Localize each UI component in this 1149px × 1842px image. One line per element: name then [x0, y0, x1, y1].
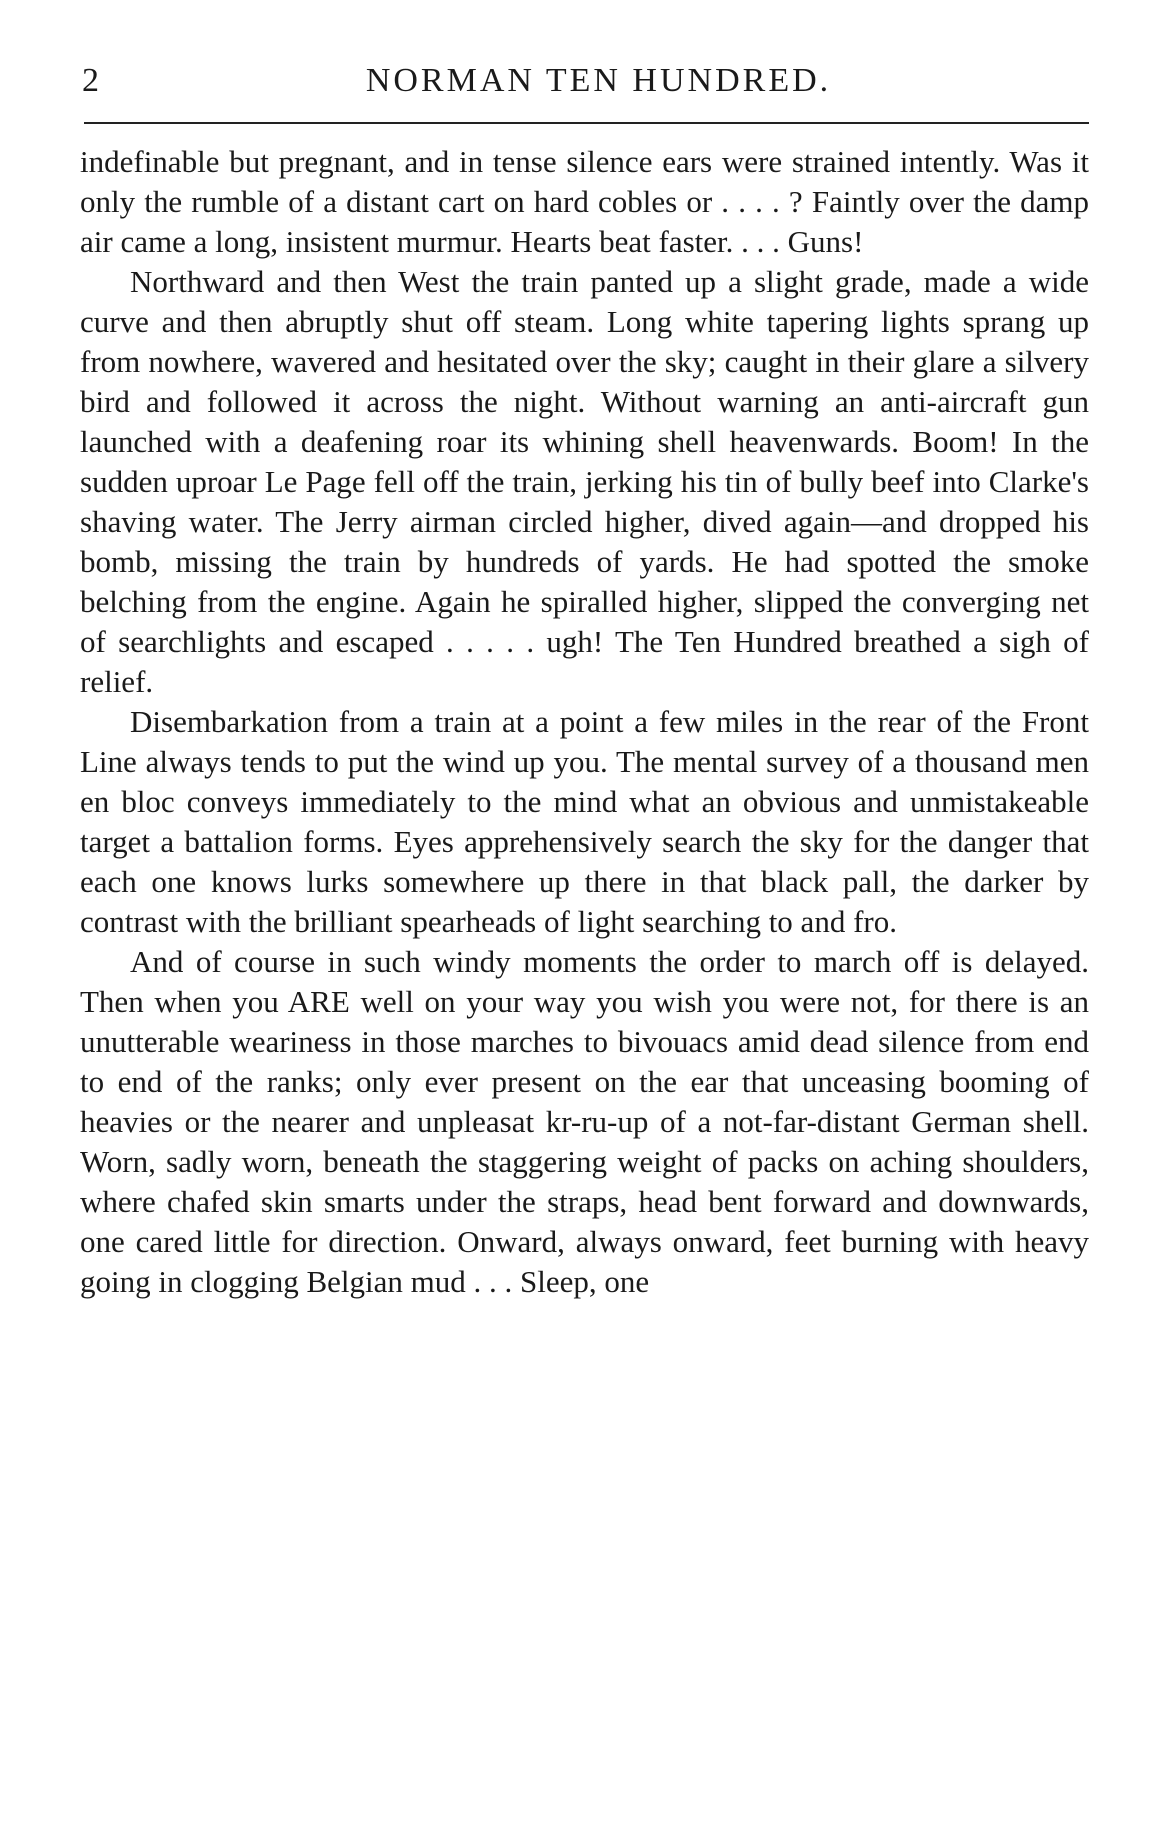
running-head — [68, 62, 1089, 114]
page-number: 2 — [82, 62, 102, 99]
paragraph: And of course in such windy moments the order to march off is delayed. Then when you ARE well on your way you wish you were not, for there is an unutterable weariness in those marches to bivouacs amid dead silence from end to end of the ranks; only ever present on the ear that unceasing booming of heavies or the nearer and unpleasat kr-ru-up of a not-far-distant German shell. Worn, sadly worn, beneath the staggering weight of packs on aching shoulders, where chafed skin smarts under the straps, head bent forward and downwards, one cared little for direction. Onward, always onward, feet burning with heavy going in clogging Belgian mud . . . Sleep, one — [80, 944, 1089, 1299]
running-title: NORMAN TEN HUNDRED. — [365, 62, 832, 99]
paragraph-continuation: indefinable but pregnant, and in tense silence ears were strained intently. Was it only the rumble of a distant cart on hard cobles or . . . . ? Faintly over the damp air came a long, insistent murmur. Hearts beat faster. . . . Guns! — [80, 144, 1089, 259]
paragraph: Northward and then West the train panted up a slight grade, made a wide curve and then abruptly shut off steam. Long white tapering lights sprang up from nowhere, wavered and hesitated over the sky; caught in their glare a silvery bird and followed it across the night. Without warning an anti-aircraft gun launched with a deafening roar its whining shell heavenwards. Boom! In the sudden uproar Le Page fell off the train, jerking his tin of bully beef into Clarke's shaving water. The Jerry airman circled higher, dived again—and dropped his bomb, missing the train by hundreds of yards. He had spotted the smoke belching from the engine. Again he spiralled higher, slipped the converging net of searchlights and escaped . . . . . ugh! The Ten Hundred breathed a sigh of relief. — [80, 264, 1089, 699]
paragraph: Disembarkation from a train at a point a few miles in the rear of the Front Line always tends to put the wind up you. The mental survey of a thousand men en bloc conveys immediately to the mind what an obvious and unmistakeable target a battalion forms. Eyes apprehensively search the sky for the danger that each one knows lurks somewhere up there in that black pall, the darker by contrast with the brilliant spearheads of light searching to and fro. — [80, 704, 1089, 939]
body-text — [68, 142, 1089, 1302]
header-rule — [84, 122, 1089, 124]
